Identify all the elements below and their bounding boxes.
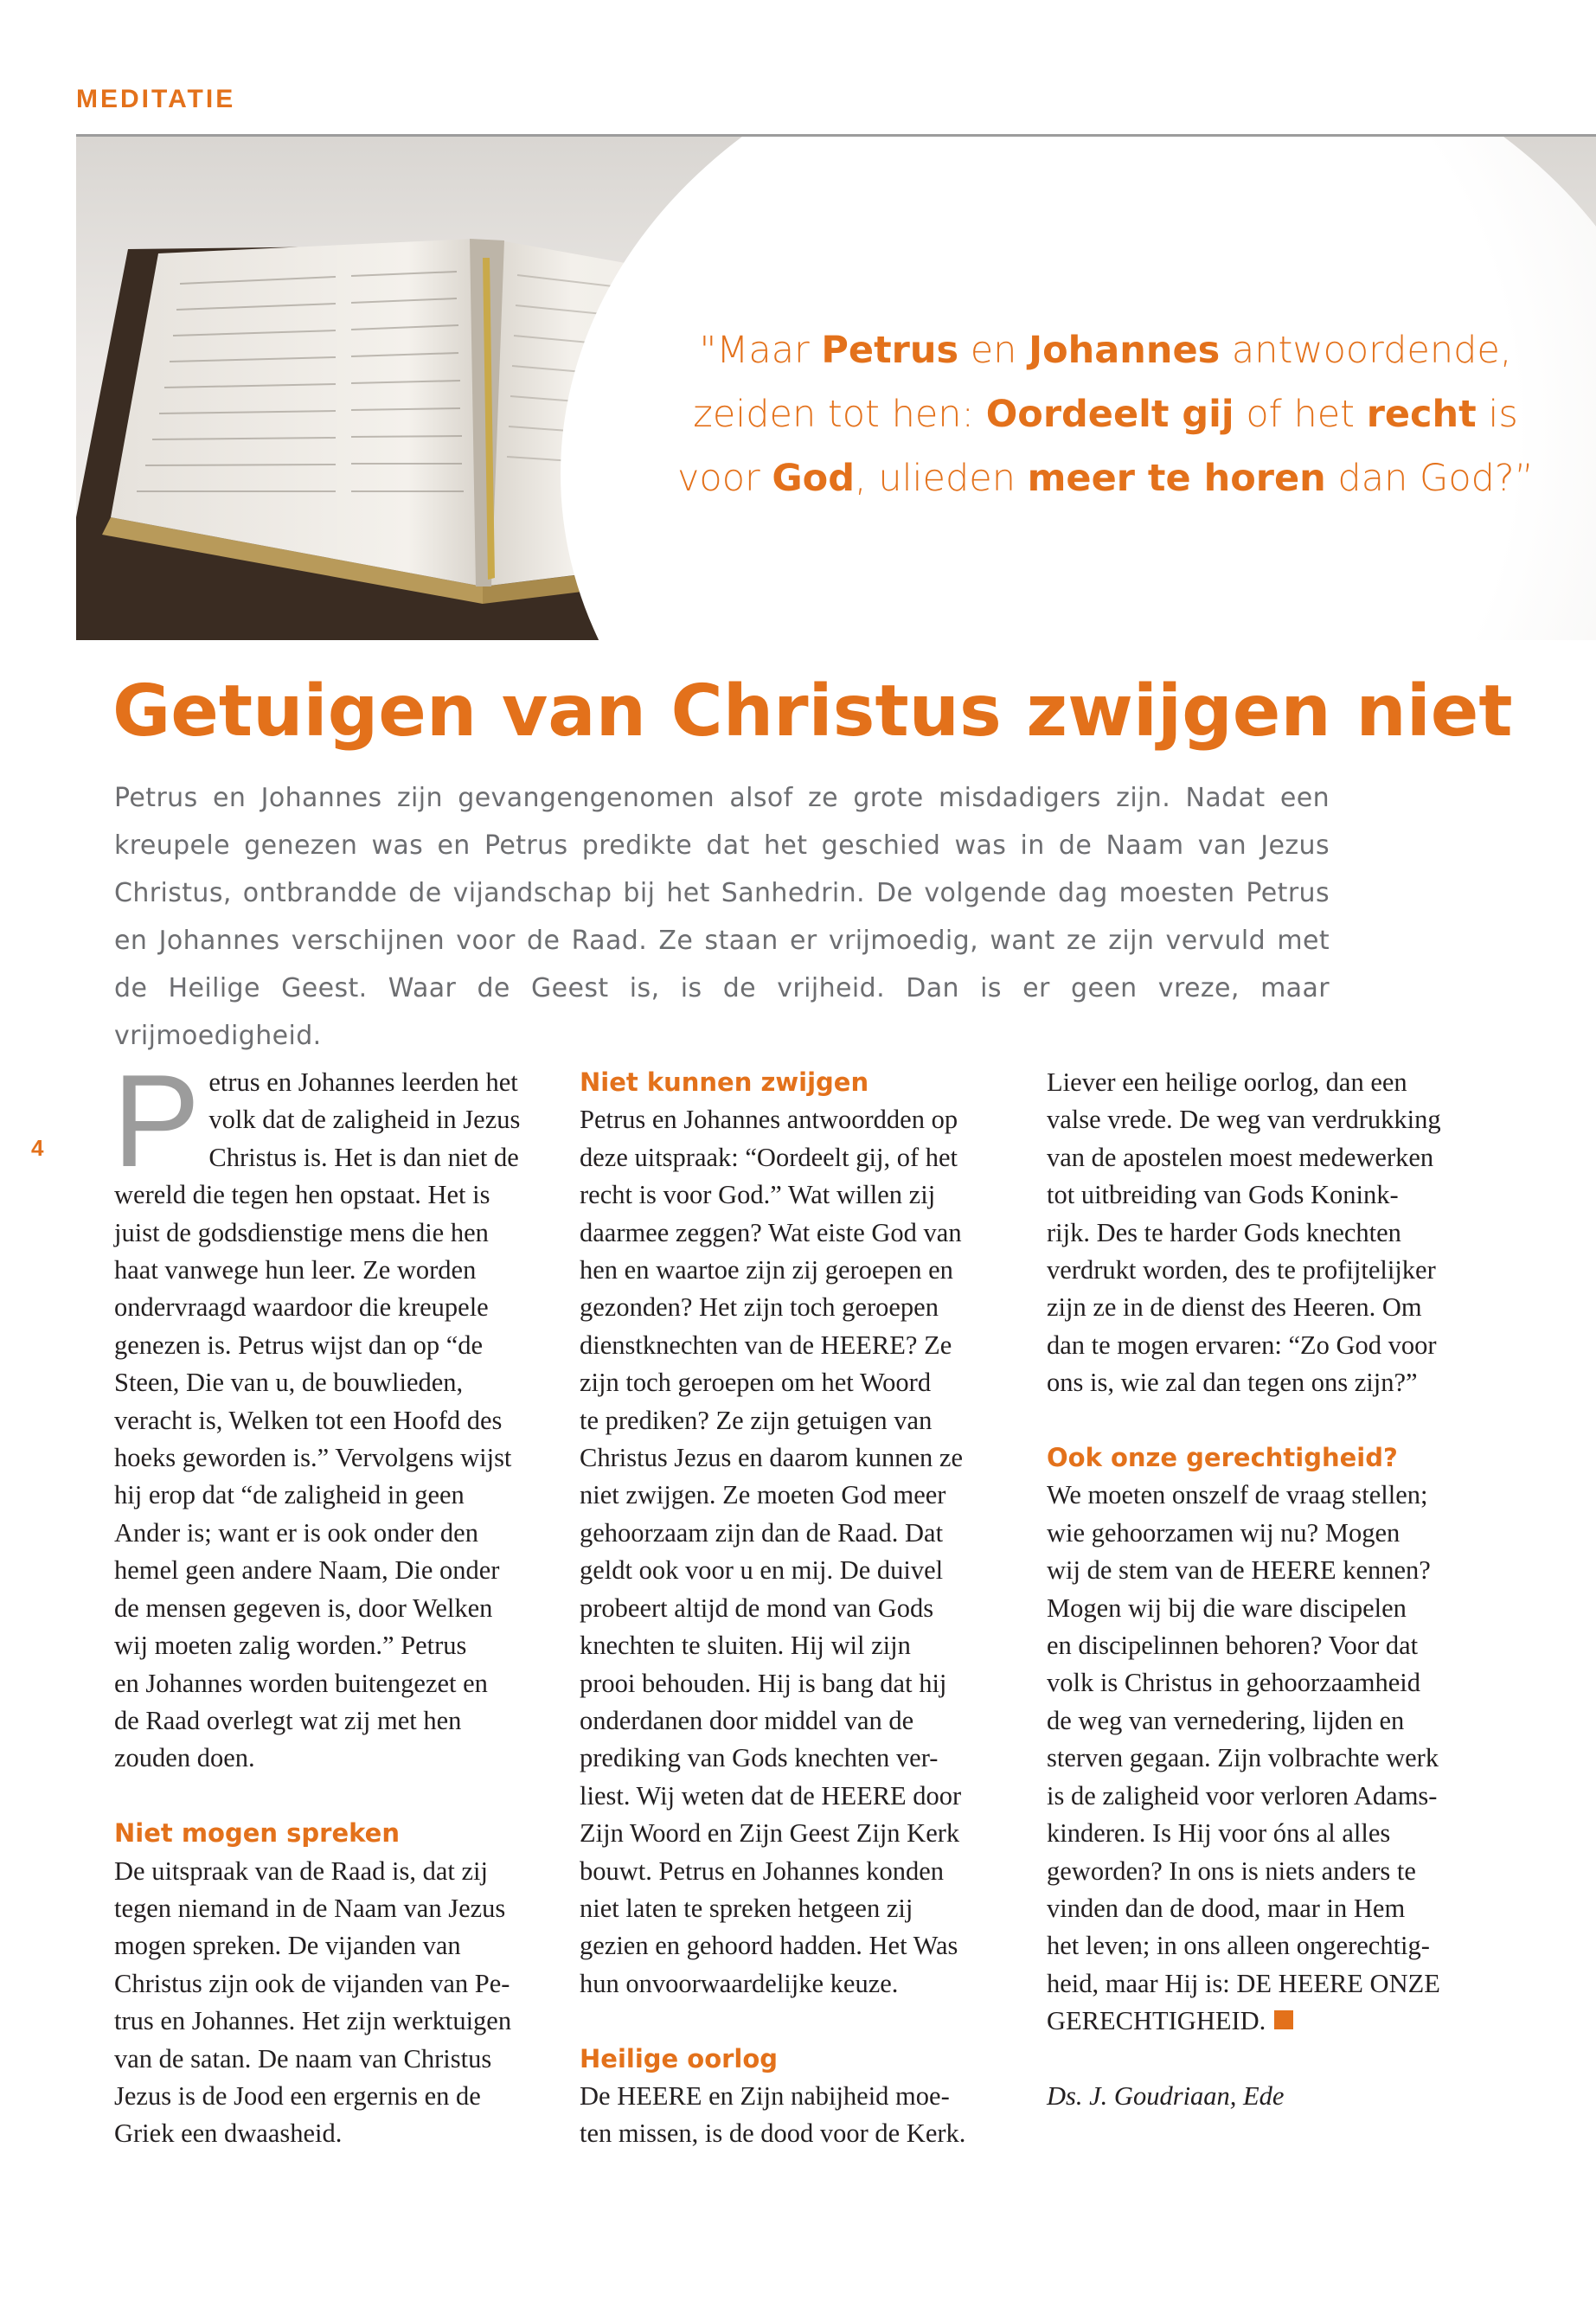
quote-text: antwoordende, zeiden tot hen: [693, 329, 1512, 436]
paragraph: Petrus en Johannes antwoordden op deze uitspraak: “Oordeelt gij, of het recht is voor God.” Wat willen zij daarmee zeggen? Wat eiste God van hen en waartoe zijn zij geroepen en gezonden? Het zijn toch geroepen dienstknechten van de HEERE? Ze zijn toch geroepen om het Woord te prediken? Ze zijn getuigen van Christus Jezus en daarom kunnen ze niet zwijgen. Ze moeten God meer gehoorzaam zijn dan de Raad. Dat geldt ook voor u en mij. De duivel probeert altijd de mond van Gods knechten te sluiten. Hij wil zijn prooi behouden. Hij is bang dat hij onderdanen door middel van de prediking van Gods knechten ver- liest. Wij weten dat de HEERE door Zijn Woord en Zijn Geest Zijn Kerk bouwt. Petrus en Johannes konden niet laten te spreken hetgeen zij gezien en gehoord hadden. Het Was hun onvoorwaardelijke keuze. [580, 1105, 963, 1998]
section-label: MEDITATIE [76, 85, 236, 113]
subheading: Niet mogen spreken [114, 1818, 400, 1849]
quote-emphasis: Oordeelt gij [985, 393, 1234, 436]
paragraph-text: etrus en Johannes leerden het volk dat de zaligheid in Jezus Christus is. Het is dan niet de wereld die tegen hen opstaat. Het is juist de godsdienstige mens die hen haat vanwege hun leer. Ze worden ondervraagd waardoor die kreupele genezen is. Petrus wijst dan op “de Steen, Die van u, de bouwlieden, veracht is, Welken tot een Hoofd des hoeks geworden is.” Vervolgens wijst hij erop dat “de zaligheid in geen Ander is; want er is ook onder den hemel geen andere Naam, Die onder de mensen gegeven is, door Welken wij moeten zalig worden.” Petrus en Johannes worden buitengezet en de Raad overlegt wat zij met hen zouden doen. [114, 1067, 521, 1773]
paragraph [1047, 1477, 1488, 2040]
quote-emphasis: God [772, 457, 855, 500]
quote-text: "Maar [699, 329, 822, 372]
quote-text: en [958, 329, 1029, 372]
paragraph-text: We moeten onszelf de vraag stellen; wie gehoorzamen wij nu? Mogen wij de stem van de HEERE kennen? Mogen wij bij die ware discipelen en discipelinnen behoren? Voor dat volk is Christus in gehoorzaamheid de weg van vernedering, lijden en sterven gegaan. Zijn volbrachte werk is de zaligheid voor verloren Adams- kinderen. Is Hij voor óns al alles geworden? In ons is niets anders te vinden dan de dood, maar in Hem het leven; in ons alleen ongerechtig- heid, maar Hij is: DE HEERE ONZE GERECHTIGHEID. [1047, 1480, 1440, 2036]
article-column-2 [580, 1064, 1021, 2153]
paragraph: De uitspraak van de Raad is, dat zij tegen niemand in de Naam van Jezus mogen spreken. De vijanden van Christus zijn ook de vijanden van Pe- trus en Johannes. Het zijn werktuigen van de satan. De naam van Christus Jezus is de Jood een ergernis en de Griek een dwaasheid. [114, 1856, 512, 2149]
quote-emphasis: recht [1366, 393, 1477, 436]
subheading: Niet kunnen zwijgen [580, 1067, 869, 1097]
author-signature: Ds. J. Goudriaan, Ede [1047, 2080, 1285, 2111]
quote-text: dan God?” [1325, 457, 1535, 500]
quote-emphasis: meer te horen [1027, 457, 1326, 500]
end-of-article-square-icon [1274, 2010, 1293, 2029]
article-column-1 [112, 1048, 555, 2153]
subheading: Ook onze gerechtigheid? [1047, 1443, 1398, 1473]
quote-text: of het [1234, 393, 1367, 436]
quote-emphasis: Johannes [1029, 329, 1221, 372]
paragraph: De HEERE en Zijn nabijheid moe- ten missen, is de dood voor de Kerk. [580, 2080, 966, 2149]
page-number: 4 [31, 1135, 44, 1161]
hero-banner [76, 137, 1596, 640]
paragraph: Liever een heilige oorlog, dan een valse vrede. De weg van verdrukking van de apostelen moest medewerken tot uitbreiding van Gods Konink- rijk. Des te harder Gods knechten verdrukt worden, des te profijtelijker zijn ze in de dienst des Heeren. Om dan te mogen ervaren: “Zo God voor ons is, wie zal dan tegen ons zijn?” [1047, 1067, 1441, 1398]
article-column-3 [1047, 1064, 1488, 2115]
hero-quote [647, 318, 1564, 510]
quote-text: is voor [676, 393, 1518, 500]
quote-text: , ulieden [855, 457, 1028, 500]
quote-emphasis: Petrus [821, 329, 959, 372]
dropcap: P [112, 1048, 201, 1195]
article-title: Getuigen van Christus zwijgen niet [112, 670, 1513, 753]
subheading: Heilige oorlog [580, 2043, 779, 2073]
article-intro: Petrus en Johannes zijn gevangengenomen alsof ze grote misdadigers zijn. Nadat een kreupele genezen was en Petrus predikte dat het geschied was in de Naam van Jezus Christus, ontbrandde de vijandschap bij het Sanhedrin. De volgende dag moesten Petrus en Johannes verschijnen voor de Raad. Ze staan er vrijmoedig, want ze zijn vervuld met de Heilige Geest. Waar de Geest is, is de vrijheid. Dan is er geen vreze, maar vrijmoedigheid. [114, 783, 1330, 1051]
paragraph [112, 1048, 555, 1778]
